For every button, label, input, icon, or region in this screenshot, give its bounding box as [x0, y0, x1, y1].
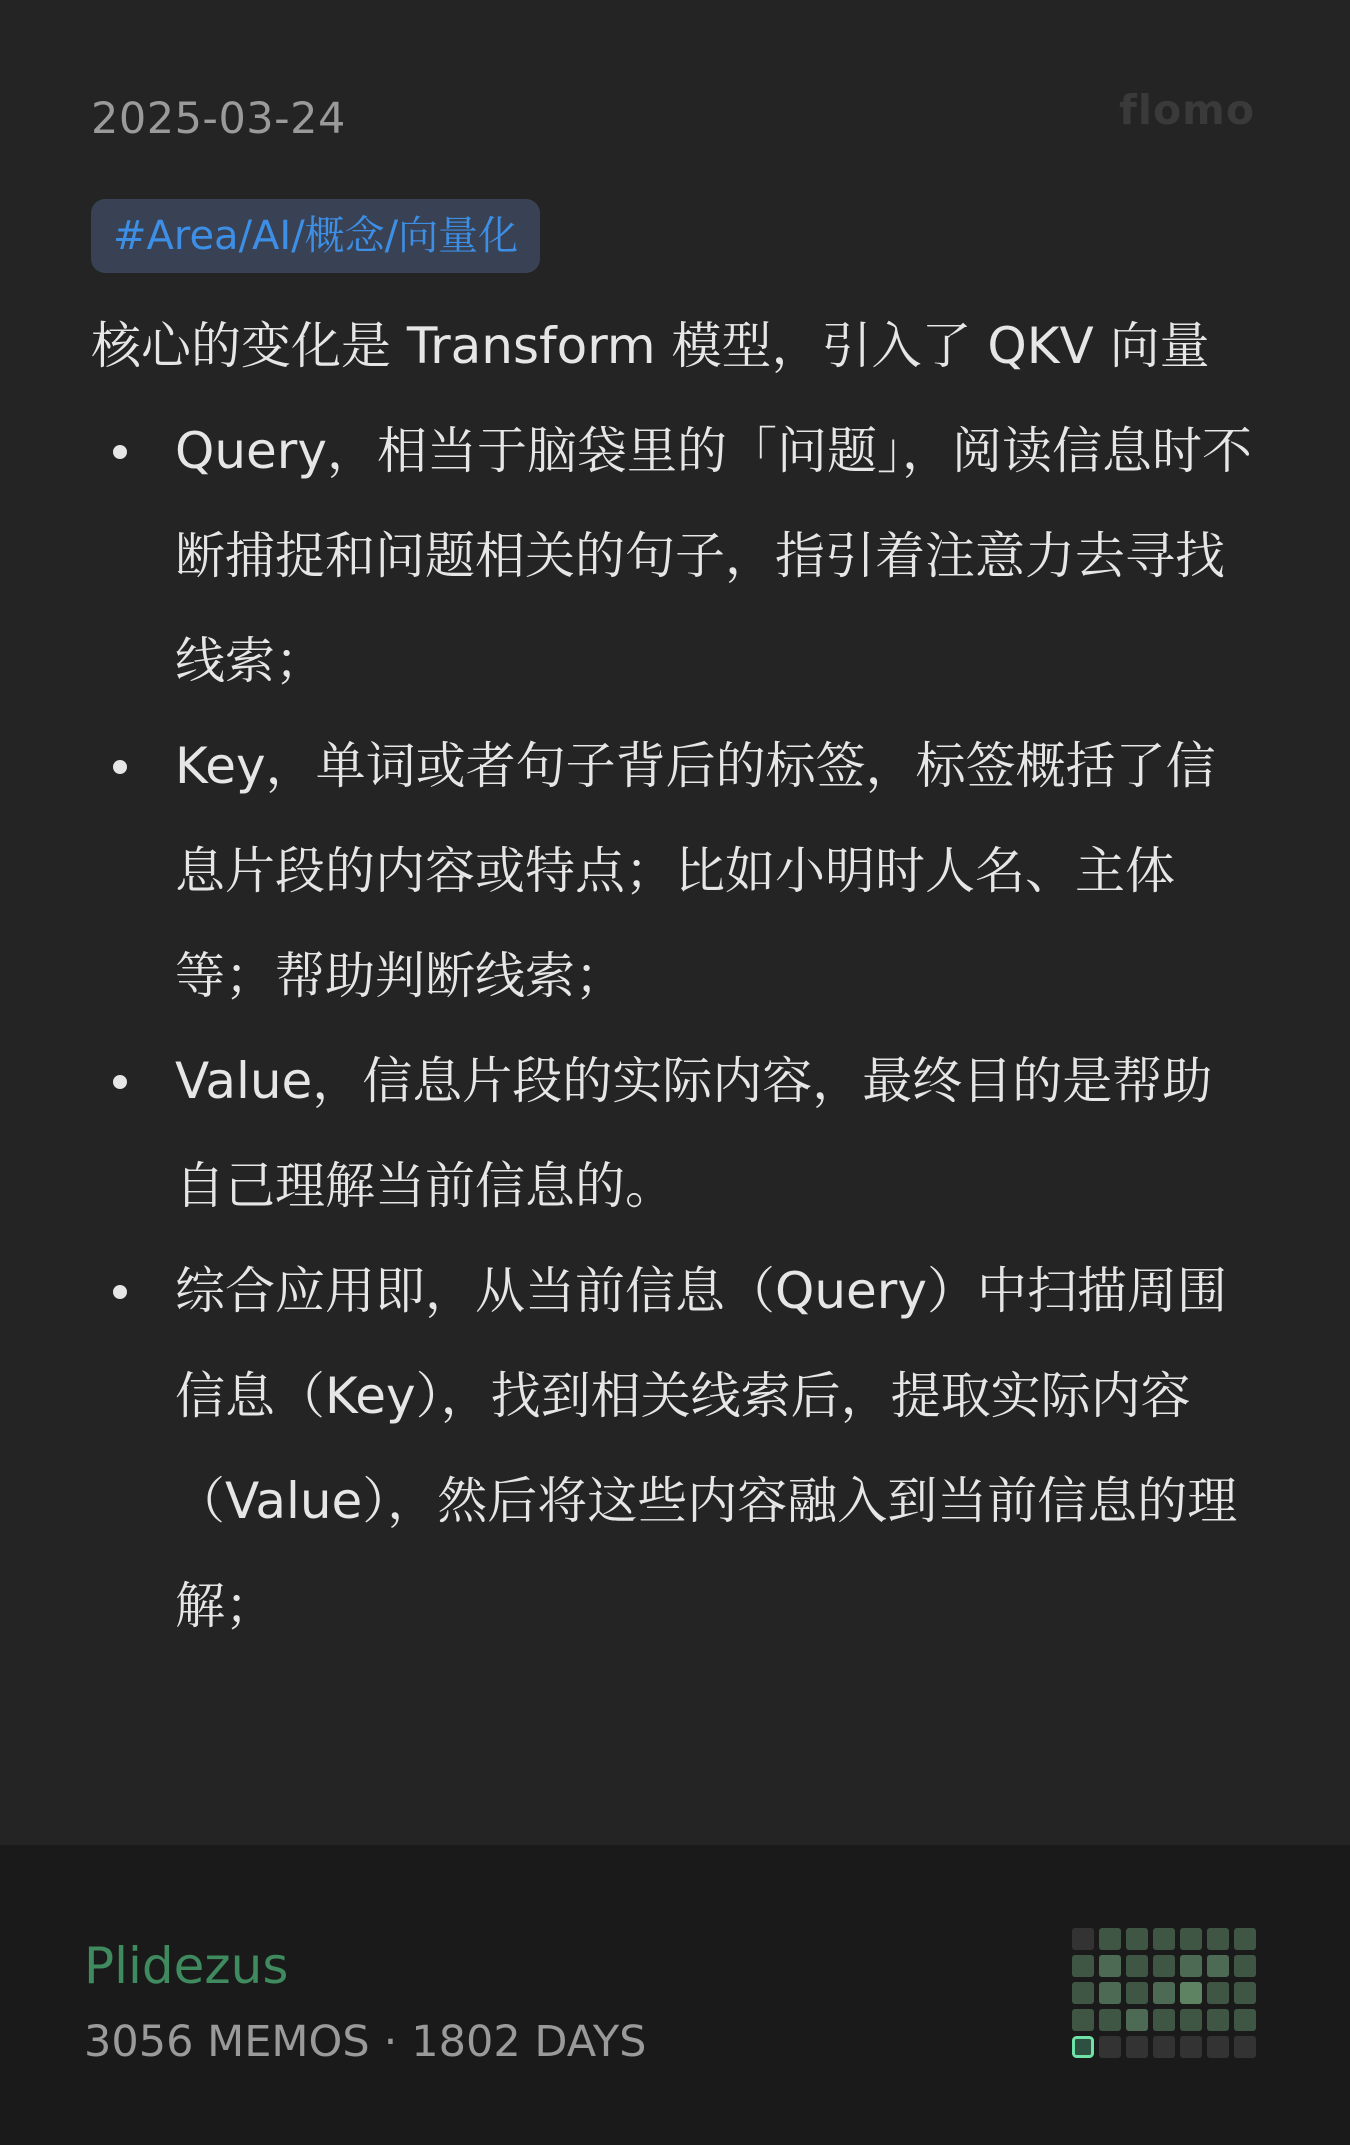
list-item-text: Query，相当于脑袋里的「问题」，阅读信息时不断捕捉和问题相关的句子，指引着注意力去寻找线索；: [175, 422, 1252, 690]
heatmap-cell: [1234, 1928, 1256, 1950]
heatmap-cell: [1207, 2036, 1229, 2058]
profile-stats: [84, 2017, 646, 2067]
stats-separator: ·: [383, 2017, 398, 2067]
heatmap-cell: [1072, 2009, 1094, 2031]
heatmap-cell: [1126, 1955, 1148, 1977]
brand-logo: flomo: [1119, 86, 1255, 134]
heatmap-cell: [1207, 1928, 1229, 1950]
memo-date: 2025-03-24: [91, 94, 346, 144]
heatmap-cell-today: [1074, 2038, 1093, 2057]
bullet-dot: [113, 1075, 127, 1089]
heatmap-cell: [1234, 1982, 1256, 2004]
heatmap-cell: [1234, 2009, 1256, 2031]
heatmap-cell: [1072, 1928, 1094, 1950]
heatmap-cell: [1234, 1955, 1256, 1977]
bullet-dot: [113, 1285, 127, 1299]
heatmap-cell: [1153, 1928, 1175, 1950]
memo-bullet-list: [91, 399, 1261, 1659]
heatmap-cell: [1180, 2036, 1202, 2058]
list-item-text: Key，单词或者句子背后的标签，标签概括了信息片段的内容或特点；比如小明时人名、主体等；帮助判断线索；: [175, 737, 1216, 1005]
list-item: [91, 399, 1261, 714]
memo-tag[interactable]: #Area/AI/概念/向量化: [91, 199, 540, 273]
heatmap-cell: [1207, 1982, 1229, 2004]
bullet-dot: [113, 445, 127, 459]
heatmap-cell: [1180, 1955, 1202, 1977]
heatmap-cell: [1126, 2009, 1148, 2031]
heatmap-cell: [1099, 2036, 1121, 2058]
heatmap-cell: [1099, 1982, 1121, 2004]
heatmap-cell: [1180, 1982, 1202, 2004]
heatmap-cell: [1072, 1955, 1094, 1977]
username[interactable]: Plidezus: [84, 1937, 289, 1995]
heatmap-cell: [1180, 1928, 1202, 1950]
heatmap-cell: [1153, 1955, 1175, 1977]
heatmap-cell: [1072, 1982, 1094, 2004]
heatmap-cell: [1126, 1982, 1148, 2004]
list-item: [91, 714, 1261, 1029]
list-item-text: 综合应用即，从当前信息（Query）中扫描周围信息（Key），找到相关线索后，提取实际内容（Value），然后将这些内容融入到当前信息的理解；: [175, 1262, 1238, 1635]
heatmap-cell: [1099, 2009, 1121, 2031]
profile-footer: [0, 1845, 1350, 2145]
heatmap-cell: [1153, 2036, 1175, 2058]
heatmap-cell: [1153, 1982, 1175, 2004]
list-item-text: Value，信息片段的实际内容，最终目的是帮助自己理解当前信息的。: [175, 1052, 1213, 1215]
heatmap-cell: [1126, 1928, 1148, 1950]
days-count: 1802 DAYS: [411, 2017, 647, 2067]
heatmap-cell: [1153, 2009, 1175, 2031]
heatmap-cell: [1126, 2036, 1148, 2058]
list-item: [91, 1239, 1261, 1659]
memos-count: 3056 MEMOS: [84, 2017, 370, 2067]
heatmap-cell: [1099, 1955, 1121, 1977]
heatmap-cell: [1180, 2009, 1202, 2031]
memo-intro: 核心的变化是 Transform 模型，引入了 QKV 向量: [91, 317, 1210, 375]
heatmap-cell: [1207, 1955, 1229, 1977]
list-item: [91, 1029, 1261, 1239]
heatmap-cell: [1099, 1928, 1121, 1950]
activity-heatmap: [1072, 1928, 1258, 2061]
heatmap-cell: [1207, 2009, 1229, 2031]
memo-content: [91, 294, 1261, 1659]
bullet-dot: [113, 760, 127, 774]
heatmap-cell: [1234, 2036, 1256, 2058]
